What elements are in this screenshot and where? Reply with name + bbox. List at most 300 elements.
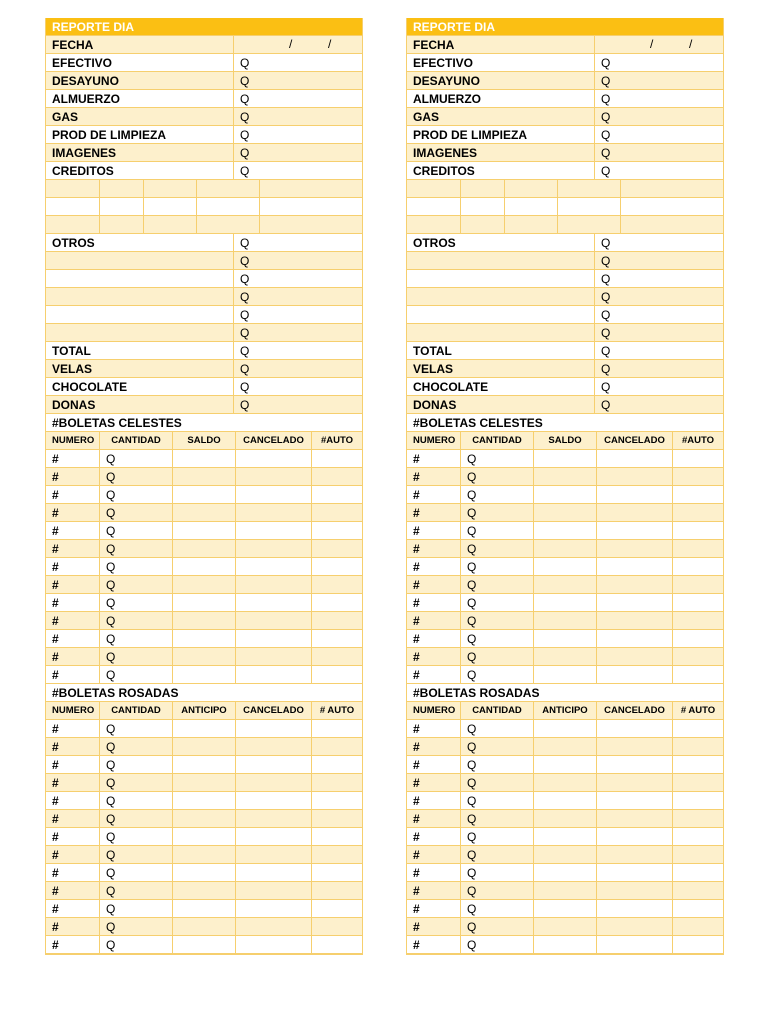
expense-amount-field[interactable]: Q [233,144,362,161]
otros-extra-label-field[interactable] [407,252,594,269]
boletas-celestes-amount-field[interactable]: Q [460,468,533,485]
boletas-celestes-number-field[interactable]: # [52,451,59,466]
boletas-celestes-amount-field[interactable]: Q [460,450,533,467]
boletas-celestes-number-field[interactable]: # [413,559,420,574]
boletas-celestes-col3-field[interactable] [533,612,596,629]
otros-extra-label-field[interactable] [407,288,594,305]
boletas-celestes-col3-field[interactable] [533,450,596,467]
boletas-rosadas-cancelado-field[interactable] [596,828,672,845]
boletas-celestes-amount-field[interactable]: Q [99,666,172,683]
boletas-celestes-cancelado-field[interactable] [596,666,672,683]
credit-grid-cell[interactable] [143,198,196,215]
boletas-celestes-number-field[interactable]: # [413,487,420,502]
boletas-rosadas-cancelado-field[interactable] [235,882,311,899]
boletas-rosadas-amount-field[interactable]: Q [460,792,533,809]
boletas-celestes-auto-field[interactable] [672,576,723,593]
expense-amount-field[interactable]: Q [594,90,723,107]
boletas-rosadas-col3-field[interactable] [172,756,235,773]
boletas-rosadas-auto-field[interactable] [311,828,362,845]
boletas-rosadas-number-field[interactable]: # [413,865,420,880]
boletas-celestes-cancelado-field[interactable] [235,648,311,665]
otros-extra-amount-field[interactable]: Q [594,270,723,287]
boletas-celestes-number-field[interactable]: # [52,487,59,502]
boletas-celestes-col3-field[interactable] [172,630,235,647]
boletas-rosadas-col3-field[interactable] [172,810,235,827]
boletas-celestes-amount-field[interactable]: Q [99,576,172,593]
boletas-celestes-cancelado-field[interactable] [596,486,672,503]
boletas-celestes-cancelado-field[interactable] [596,558,672,575]
boletas-celestes-cancelado-field[interactable] [596,468,672,485]
boletas-celestes-amount-field[interactable]: Q [460,558,533,575]
boletas-rosadas-auto-field[interactable] [672,846,723,863]
boletas-rosadas-amount-field[interactable]: Q [460,810,533,827]
boletas-rosadas-number-field[interactable]: # [413,847,420,862]
boletas-celestes-amount-field[interactable]: Q [99,522,172,539]
boletas-rosadas-number-field[interactable]: # [52,775,59,790]
boletas-celestes-number-field[interactable]: # [413,667,420,682]
boletas-celestes-amount-field[interactable]: Q [99,612,172,629]
boletas-celestes-col3-field[interactable] [533,504,596,521]
boletas-celestes-amount-field[interactable]: Q [460,576,533,593]
boletas-rosadas-col3-field[interactable] [172,846,235,863]
boletas-celestes-number-field[interactable]: # [413,451,420,466]
boletas-rosadas-auto-field[interactable] [311,792,362,809]
boletas-rosadas-col3-field[interactable] [172,864,235,881]
boletas-celestes-col3-field[interactable] [533,576,596,593]
boletas-rosadas-amount-field[interactable]: Q [99,756,172,773]
boletas-rosadas-cancelado-field[interactable] [235,900,311,917]
credit-grid-cell[interactable] [460,198,504,215]
boletas-celestes-number-field[interactable]: # [413,505,420,520]
boletas-celestes-col3-field[interactable] [172,468,235,485]
boletas-celestes-col3-field[interactable] [172,558,235,575]
boletas-celestes-amount-field[interactable]: Q [460,612,533,629]
boletas-rosadas-auto-field[interactable] [672,900,723,917]
boletas-celestes-amount-field[interactable]: Q [460,648,533,665]
boletas-rosadas-number-field[interactable]: # [413,739,420,754]
boletas-celestes-amount-field[interactable]: Q [460,504,533,521]
boletas-rosadas-amount-field[interactable]: Q [99,936,172,953]
boletas-rosadas-number-field[interactable]: # [52,919,59,934]
boletas-rosadas-cancelado-field[interactable] [235,720,311,737]
boletas-celestes-amount-field[interactable]: Q [99,540,172,557]
otros-extra-amount-field[interactable]: Q [594,324,723,341]
boletas-celestes-cancelado-field[interactable] [596,612,672,629]
credit-grid-cell[interactable] [46,198,99,215]
boletas-celestes-cancelado-field[interactable] [596,576,672,593]
credit-grid-cell[interactable] [557,180,620,197]
boletas-rosadas-number-field[interactable]: # [52,739,59,754]
boletas-rosadas-col3-field[interactable] [533,900,596,917]
boletas-rosadas-col3-field[interactable] [172,828,235,845]
boletas-celestes-col3-field[interactable] [172,522,235,539]
boletas-celestes-col3-field[interactable] [172,504,235,521]
boletas-rosadas-auto-field[interactable] [672,918,723,935]
credit-grid-cell[interactable] [46,180,99,197]
boletas-rosadas-cancelado-field[interactable] [235,936,311,953]
boletas-rosadas-number-field[interactable]: # [413,937,420,952]
expense-amount-field[interactable]: Q [233,108,362,125]
credit-grid-cell[interactable] [504,216,557,233]
boletas-rosadas-auto-field[interactable] [672,774,723,791]
boletas-rosadas-amount-field[interactable]: Q [460,720,533,737]
boletas-rosadas-auto-field[interactable] [672,882,723,899]
otros-extra-amount-field[interactable]: Q [233,252,362,269]
credit-grid-cell[interactable] [259,180,362,197]
boletas-rosadas-cancelado-field[interactable] [235,756,311,773]
total-amount-field[interactable]: Q [233,360,362,377]
boletas-celestes-number-field[interactable]: # [413,613,420,628]
boletas-rosadas-auto-field[interactable] [311,756,362,773]
boletas-rosadas-cancelado-field[interactable] [596,864,672,881]
boletas-rosadas-cancelado-field[interactable] [596,774,672,791]
boletas-rosadas-amount-field[interactable]: Q [99,738,172,755]
boletas-celestes-cancelado-field[interactable] [235,612,311,629]
boletas-rosadas-number-field[interactable]: # [52,793,59,808]
otros-extra-label-field[interactable] [46,252,233,269]
boletas-celestes-number-field[interactable]: # [413,649,420,664]
boletas-rosadas-amount-field[interactable]: Q [460,774,533,791]
credit-grid-cell[interactable] [407,180,460,197]
boletas-celestes-cancelado-field[interactable] [596,630,672,647]
boletas-celestes-cancelado-field[interactable] [596,450,672,467]
boletas-celestes-cancelado-field[interactable] [596,648,672,665]
boletas-rosadas-number-field[interactable]: # [52,811,59,826]
otros-extra-amount-field[interactable]: Q [594,306,723,323]
boletas-celestes-number-field[interactable]: # [52,595,59,610]
boletas-celestes-auto-field[interactable] [311,522,362,539]
credit-grid-cell[interactable] [143,180,196,197]
boletas-rosadas-auto-field[interactable] [311,900,362,917]
boletas-celestes-number-field[interactable]: # [413,523,420,538]
boletas-celestes-auto-field[interactable] [672,648,723,665]
boletas-rosadas-amount-field[interactable]: Q [460,918,533,935]
boletas-rosadas-auto-field[interactable] [672,810,723,827]
credit-grid-cell[interactable] [620,198,723,215]
boletas-rosadas-amount-field[interactable]: Q [460,756,533,773]
credit-grid-cell[interactable] [196,198,259,215]
boletas-celestes-cancelado-field[interactable] [235,540,311,557]
boletas-celestes-col3-field[interactable] [172,576,235,593]
boletas-rosadas-number-field[interactable]: # [52,901,59,916]
boletas-celestes-cancelado-field[interactable] [596,540,672,557]
boletas-rosadas-col3-field[interactable] [172,720,235,737]
boletas-celestes-number-field[interactable]: # [52,613,59,628]
credit-grid-cell[interactable] [259,216,362,233]
credit-grid-cell[interactable] [259,198,362,215]
boletas-celestes-cancelado-field[interactable] [235,558,311,575]
boletas-celestes-auto-field[interactable] [672,486,723,503]
boletas-rosadas-auto-field[interactable] [311,936,362,953]
credit-grid-cell[interactable] [557,198,620,215]
expense-amount-field[interactable]: Q [594,72,723,89]
credit-grid-cell[interactable] [620,216,723,233]
boletas-rosadas-amount-field[interactable]: Q [99,828,172,845]
boletas-celestes-number-field[interactable]: # [52,559,59,574]
expense-amount-field[interactable]: Q [594,162,723,179]
boletas-celestes-number-field[interactable]: # [413,577,420,592]
boletas-celestes-cancelado-field[interactable] [235,486,311,503]
boletas-celestes-cancelado-field[interactable] [596,594,672,611]
credit-grid-cell[interactable] [460,180,504,197]
boletas-rosadas-cancelado-field[interactable] [596,738,672,755]
boletas-celestes-number-field[interactable]: # [52,649,59,664]
boletas-celestes-amount-field[interactable]: Q [99,486,172,503]
credit-grid-cell[interactable] [46,216,99,233]
boletas-rosadas-amount-field[interactable]: Q [99,774,172,791]
boletas-celestes-col3-field[interactable] [533,540,596,557]
otros-extra-amount-field[interactable]: Q [233,288,362,305]
fecha-field[interactable] [594,36,723,53]
boletas-celestes-auto-field[interactable] [311,576,362,593]
boletas-rosadas-auto-field[interactable] [311,882,362,899]
total-amount-field[interactable]: Q [594,396,723,413]
boletas-celestes-col3-field[interactable] [533,486,596,503]
credit-grid-cell[interactable] [99,216,143,233]
boletas-rosadas-amount-field[interactable]: Q [99,864,172,881]
otros-extra-label-field[interactable] [46,306,233,323]
boletas-celestes-col3-field[interactable] [533,594,596,611]
otros-extra-amount-field[interactable]: Q [233,270,362,287]
boletas-rosadas-number-field[interactable]: # [52,721,59,736]
boletas-celestes-col3-field[interactable] [533,558,596,575]
boletas-celestes-cancelado-field[interactable] [596,504,672,521]
boletas-rosadas-cancelado-field[interactable] [235,810,311,827]
boletas-celestes-auto-field[interactable] [672,612,723,629]
boletas-rosadas-number-field[interactable]: # [413,793,420,808]
boletas-rosadas-number-field[interactable]: # [413,757,420,772]
boletas-rosadas-col3-field[interactable] [533,882,596,899]
boletas-rosadas-cancelado-field[interactable] [235,774,311,791]
boletas-celestes-auto-field[interactable] [672,540,723,557]
boletas-celestes-auto-field[interactable] [311,594,362,611]
boletas-celestes-number-field[interactable]: # [52,541,59,556]
boletas-celestes-auto-field[interactable] [672,468,723,485]
boletas-rosadas-cancelado-field[interactable] [235,738,311,755]
boletas-rosadas-col3-field[interactable] [533,846,596,863]
boletas-celestes-auto-field[interactable] [311,450,362,467]
otros-extra-label-field[interactable] [46,270,233,287]
boletas-rosadas-col3-field[interactable] [172,882,235,899]
boletas-rosadas-cancelado-field[interactable] [235,846,311,863]
boletas-celestes-auto-field[interactable] [311,504,362,521]
boletas-rosadas-number-field[interactable]: # [52,865,59,880]
boletas-rosadas-cancelado-field[interactable] [235,792,311,809]
credit-grid-cell[interactable] [460,216,504,233]
boletas-celestes-cancelado-field[interactable] [235,630,311,647]
otros-amount-field[interactable]: Q [594,234,723,251]
boletas-rosadas-number-field[interactable]: # [52,883,59,898]
boletas-celestes-amount-field[interactable]: Q [99,504,172,521]
credit-grid-cell[interactable] [99,180,143,197]
expense-amount-field[interactable]: Q [233,126,362,143]
boletas-rosadas-amount-field[interactable]: Q [99,846,172,863]
boletas-rosadas-auto-field[interactable] [672,738,723,755]
boletas-rosadas-auto-field[interactable] [672,936,723,953]
boletas-celestes-cancelado-field[interactable] [596,522,672,539]
boletas-rosadas-auto-field[interactable] [311,918,362,935]
boletas-celestes-col3-field[interactable] [533,648,596,665]
boletas-rosadas-auto-field[interactable] [311,810,362,827]
boletas-celestes-auto-field[interactable] [672,666,723,683]
otros-extra-label-field[interactable] [407,324,594,341]
otros-extra-amount-field[interactable]: Q [594,288,723,305]
boletas-celestes-col3-field[interactable] [172,666,235,683]
boletas-celestes-col3-field[interactable] [172,612,235,629]
boletas-celestes-amount-field[interactable]: Q [99,594,172,611]
boletas-celestes-auto-field[interactable] [672,594,723,611]
credit-grid-cell[interactable] [196,180,259,197]
boletas-rosadas-col3-field[interactable] [172,936,235,953]
boletas-celestes-number-field[interactable]: # [52,577,59,592]
expense-amount-field[interactable]: Q [594,144,723,161]
total-amount-field[interactable]: Q [233,396,362,413]
boletas-rosadas-amount-field[interactable]: Q [460,864,533,881]
boletas-celestes-col3-field[interactable] [533,630,596,647]
expense-amount-field[interactable]: Q [594,108,723,125]
boletas-celestes-auto-field[interactable] [672,450,723,467]
boletas-celestes-amount-field[interactable]: Q [460,666,533,683]
boletas-celestes-col3-field[interactable] [533,522,596,539]
boletas-rosadas-amount-field[interactable]: Q [460,828,533,845]
credit-grid-cell[interactable] [504,180,557,197]
boletas-rosadas-col3-field[interactable] [172,738,235,755]
fecha-field[interactable] [233,36,362,53]
credit-grid-cell[interactable] [504,198,557,215]
boletas-celestes-cancelado-field[interactable] [235,522,311,539]
boletas-rosadas-cancelado-field[interactable] [235,864,311,881]
boletas-rosadas-auto-field[interactable] [311,846,362,863]
boletas-rosadas-col3-field[interactable] [533,864,596,881]
boletas-rosadas-cancelado-field[interactable] [596,936,672,953]
boletas-rosadas-cancelado-field[interactable] [596,846,672,863]
boletas-rosadas-col3-field[interactable] [533,738,596,755]
boletas-rosadas-amount-field[interactable]: Q [99,882,172,899]
boletas-celestes-amount-field[interactable]: Q [460,486,533,503]
boletas-rosadas-amount-field[interactable]: Q [460,900,533,917]
boletas-rosadas-col3-field[interactable] [533,792,596,809]
boletas-rosadas-col3-field[interactable] [533,774,596,791]
boletas-rosadas-col3-field[interactable] [533,720,596,737]
boletas-celestes-amount-field[interactable]: Q [99,558,172,575]
boletas-rosadas-col3-field[interactable] [533,918,596,935]
boletas-celestes-auto-field[interactable] [672,630,723,647]
boletas-celestes-col3-field[interactable] [533,468,596,485]
boletas-celestes-amount-field[interactable]: Q [460,540,533,557]
boletas-rosadas-auto-field[interactable] [311,864,362,881]
boletas-celestes-amount-field[interactable]: Q [460,594,533,611]
total-amount-field[interactable]: Q [233,342,362,359]
boletas-rosadas-number-field[interactable]: # [413,901,420,916]
boletas-celestes-number-field[interactable]: # [52,667,59,682]
boletas-celestes-amount-field[interactable]: Q [99,648,172,665]
boletas-rosadas-col3-field[interactable] [533,810,596,827]
boletas-celestes-number-field[interactable]: # [413,595,420,610]
boletas-rosadas-amount-field[interactable]: Q [99,900,172,917]
boletas-celestes-cancelado-field[interactable] [235,666,311,683]
boletas-rosadas-col3-field[interactable] [172,792,235,809]
boletas-rosadas-col3-field[interactable] [172,774,235,791]
boletas-rosadas-number-field[interactable]: # [52,757,59,772]
boletas-rosadas-number-field[interactable]: # [52,829,59,844]
boletas-rosadas-cancelado-field[interactable] [596,900,672,917]
boletas-celestes-amount-field[interactable]: Q [99,450,172,467]
boletas-celestes-col3-field[interactable] [172,648,235,665]
boletas-rosadas-auto-field[interactable] [672,720,723,737]
boletas-rosadas-auto-field[interactable] [311,738,362,755]
boletas-celestes-number-field[interactable]: # [413,469,420,484]
boletas-rosadas-amount-field[interactable]: Q [460,936,533,953]
boletas-rosadas-cancelado-field[interactable] [596,810,672,827]
boletas-rosadas-col3-field[interactable] [533,936,596,953]
otros-extra-amount-field[interactable]: Q [594,252,723,269]
boletas-rosadas-col3-field[interactable] [172,900,235,917]
boletas-rosadas-amount-field[interactable]: Q [460,738,533,755]
boletas-rosadas-number-field[interactable]: # [413,721,420,736]
boletas-celestes-col3-field[interactable] [172,594,235,611]
boletas-rosadas-amount-field[interactable]: Q [99,792,172,809]
expense-amount-field[interactable]: Q [233,162,362,179]
boletas-celestes-amount-field[interactable]: Q [99,630,172,647]
boletas-celestes-auto-field[interactable] [672,558,723,575]
boletas-celestes-cancelado-field[interactable] [235,594,311,611]
boletas-rosadas-number-field[interactable]: # [52,847,59,862]
boletas-celestes-number-field[interactable]: # [52,523,59,538]
credit-grid-cell[interactable] [620,180,723,197]
boletas-rosadas-cancelado-field[interactable] [596,918,672,935]
total-amount-field[interactable]: Q [594,360,723,377]
boletas-celestes-auto-field[interactable] [311,468,362,485]
boletas-celestes-cancelado-field[interactable] [235,468,311,485]
boletas-celestes-auto-field[interactable] [311,648,362,665]
boletas-rosadas-auto-field[interactable] [672,792,723,809]
boletas-rosadas-number-field[interactable]: # [413,775,420,790]
boletas-celestes-auto-field[interactable] [672,522,723,539]
credit-grid-cell[interactable] [196,216,259,233]
otros-extra-label-field[interactable] [407,306,594,323]
otros-extra-label-field[interactable] [46,288,233,305]
boletas-celestes-col3-field[interactable] [172,486,235,503]
boletas-rosadas-auto-field[interactable] [672,828,723,845]
total-amount-field[interactable]: Q [594,378,723,395]
boletas-rosadas-amount-field[interactable]: Q [99,720,172,737]
boletas-celestes-auto-field[interactable] [311,612,362,629]
boletas-rosadas-amount-field[interactable]: Q [99,918,172,935]
boletas-rosadas-amount-field[interactable]: Q [99,810,172,827]
boletas-rosadas-auto-field[interactable] [672,756,723,773]
boletas-rosadas-number-field[interactable]: # [413,919,420,934]
boletas-rosadas-cancelado-field[interactable] [596,882,672,899]
boletas-celestes-cancelado-field[interactable] [235,576,311,593]
boletas-celestes-number-field[interactable]: # [413,541,420,556]
boletas-rosadas-number-field[interactable]: # [413,811,420,826]
credit-grid-cell[interactable] [557,216,620,233]
boletas-celestes-number-field[interactable]: # [52,469,59,484]
boletas-rosadas-number-field[interactable]: # [52,937,59,952]
boletas-rosadas-auto-field[interactable] [311,720,362,737]
boletas-celestes-number-field[interactable]: # [52,631,59,646]
boletas-celestes-col3-field[interactable] [172,450,235,467]
total-amount-field[interactable]: Q [594,342,723,359]
total-amount-field[interactable]: Q [233,378,362,395]
boletas-celestes-number-field[interactable]: # [52,505,59,520]
boletas-rosadas-cancelado-field[interactable] [235,918,311,935]
credit-grid-cell[interactable] [407,216,460,233]
boletas-celestes-amount-field[interactable]: Q [460,522,533,539]
boletas-celestes-col3-field[interactable] [172,540,235,557]
boletas-rosadas-col3-field[interactable] [533,828,596,845]
boletas-celestes-auto-field[interactable] [311,486,362,503]
